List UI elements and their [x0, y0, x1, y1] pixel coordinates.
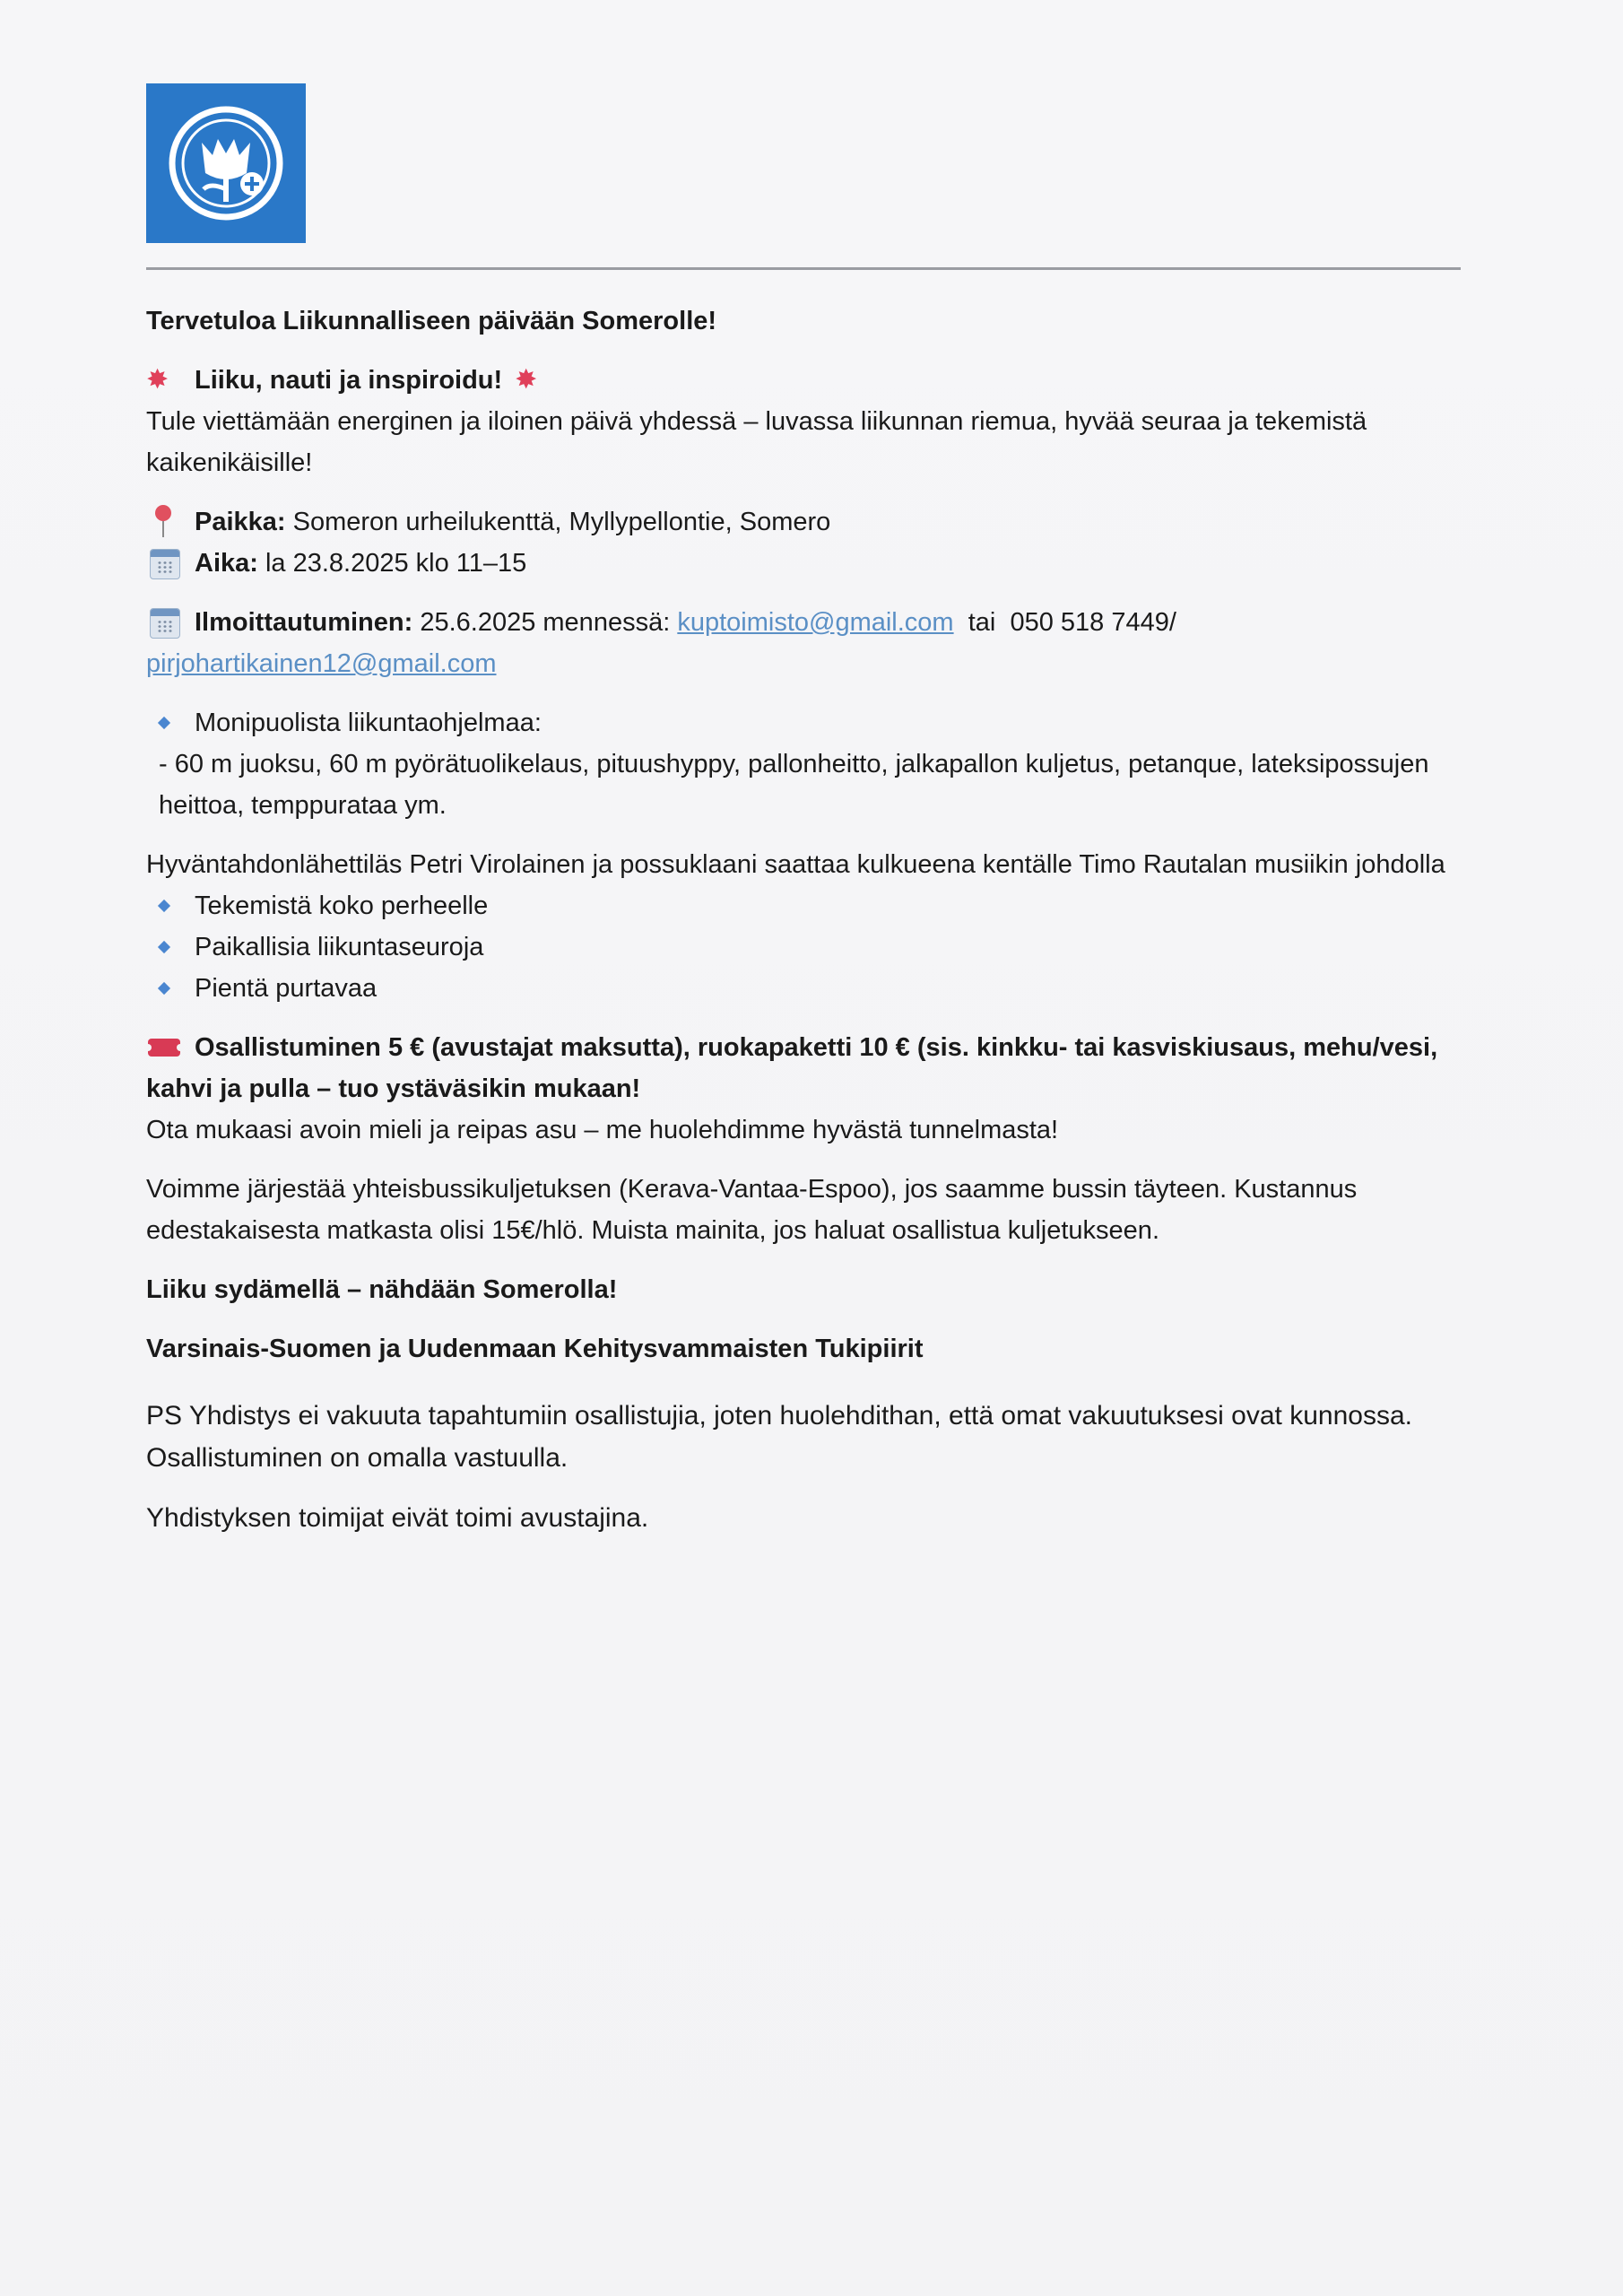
program-title: Monipuolista liikuntaohjelmaa:: [195, 709, 542, 737]
list-item-text: Pientä purtavaa: [195, 974, 378, 1003]
intro-text: Tule viettämään energinen ja iloinen päivä yhdessä – luvassa liikunnan riemua, hyvää seuraa ja tekemistä kaikenikäisille!: [146, 407, 1367, 477]
list-item: [146, 968, 1473, 1009]
fee-block: [146, 1027, 1473, 1109]
place-label: Paikka:: [195, 508, 286, 536]
fee-text: Osallistuminen 5 € (avustajat maksutta), ruokapaketti 10 € (sis. kinkku- tai kasviskiusaus, mehu/vesi, kahvi ja pulla – tuo ystäväsikin mukaan!: [146, 1033, 1438, 1103]
place-row: [146, 501, 1473, 543]
registration-label: Ilmoittautuminen:: [195, 608, 413, 637]
ps-text: PS Yhdistys ei vakuuta tapahtumiin osallistujia, joten huolehdithan, että omat vakuutuksesi ovat kunnossa. Osallistuminen on omalla vastuulla.: [146, 1401, 1412, 1473]
program-items: - 60 m juoksu, 60 m pyörätuolikelaus, pituushyppy, pallonheitto, jalkapallon kuljetus, petanque, lateksipossujen heittoa, temppurataa ym.: [159, 750, 1429, 820]
blue-diamond-icon: [146, 968, 182, 1009]
tagline-row: [146, 360, 1473, 401]
registration-block: [146, 602, 1473, 684]
round-pushpin-icon: [146, 501, 182, 543]
organizers-line: Varsinais-Suomen ja Uudenmaan Kehitysvammaisten Tukipiirit: [146, 1335, 924, 1363]
list-item: [146, 926, 1473, 968]
place-value: Someron urheilukenttä, Myllypellontie, Somero: [292, 508, 831, 536]
list-item-text: Paikallisia liikuntaseuroja: [195, 933, 484, 961]
registration-phone: 050 518 7449/: [1010, 608, 1176, 637]
registration-email-link-2[interactable]: pirjohartikainen12@gmail.com: [146, 649, 497, 678]
blue-diamond-icon: [146, 885, 182, 926]
ticket-icon: [146, 1027, 182, 1068]
sparkle-icon: ✸: [146, 365, 169, 395]
document-body: [146, 300, 1473, 1539]
association-logo-icon: [146, 83, 306, 243]
calendar-icon: [146, 543, 182, 584]
blue-diamond-icon: [146, 702, 182, 744]
closing-line: Liiku sydämellä – nähdään Somerolla!: [146, 1275, 618, 1304]
staff-text: Yhdistyksen toimijat eivät toimi avustajina.: [146, 1503, 649, 1533]
header-divider: [146, 267, 1461, 270]
sparkle-icon: ✸: [515, 365, 538, 395]
time-row: [146, 543, 1473, 584]
page-title: Tervetuloa Liikunnalliseen päivään Somerolle!: [146, 307, 717, 335]
bus-text: Voimme järjestää yhteisbussikuljetuksen (Kerava-Vantaa-Espoo), jos saamme bussin täyteen. Kustannus edestakaisesta matkasta olisi 15€/hlö. Muista mainita, jos haluat osallistua kuljetukseen.: [146, 1175, 1358, 1245]
registration-or: tai: [968, 608, 996, 637]
bring-text: Ota mukaasi avoin mieli ja reipas asu – me huolehdimme hyvästä tunnelmasta!: [146, 1116, 1059, 1144]
registration-email-link[interactable]: kuptoimisto@gmail.com: [677, 608, 954, 637]
parade-text: Hyväntahdonlähettiläs Petri Virolainen ja possuklaani saattaa kulkueena kentälle Timo Rautalan musiikin johdolla: [146, 850, 1445, 879]
time-label: Aika:: [195, 549, 258, 578]
registration-text: 25.6.2025 mennessä:: [420, 608, 671, 637]
list-item-text: Tekemistä koko perheelle: [195, 891, 489, 920]
tagline: Liiku, nauti ja inspiroidu!: [195, 366, 503, 395]
calendar-icon: [146, 602, 182, 643]
list-item: [146, 885, 1473, 926]
time-value: la 23.8.2025 klo 11–15: [265, 549, 527, 578]
program-title-row: [146, 702, 1473, 744]
blue-diamond-icon: [146, 926, 182, 968]
